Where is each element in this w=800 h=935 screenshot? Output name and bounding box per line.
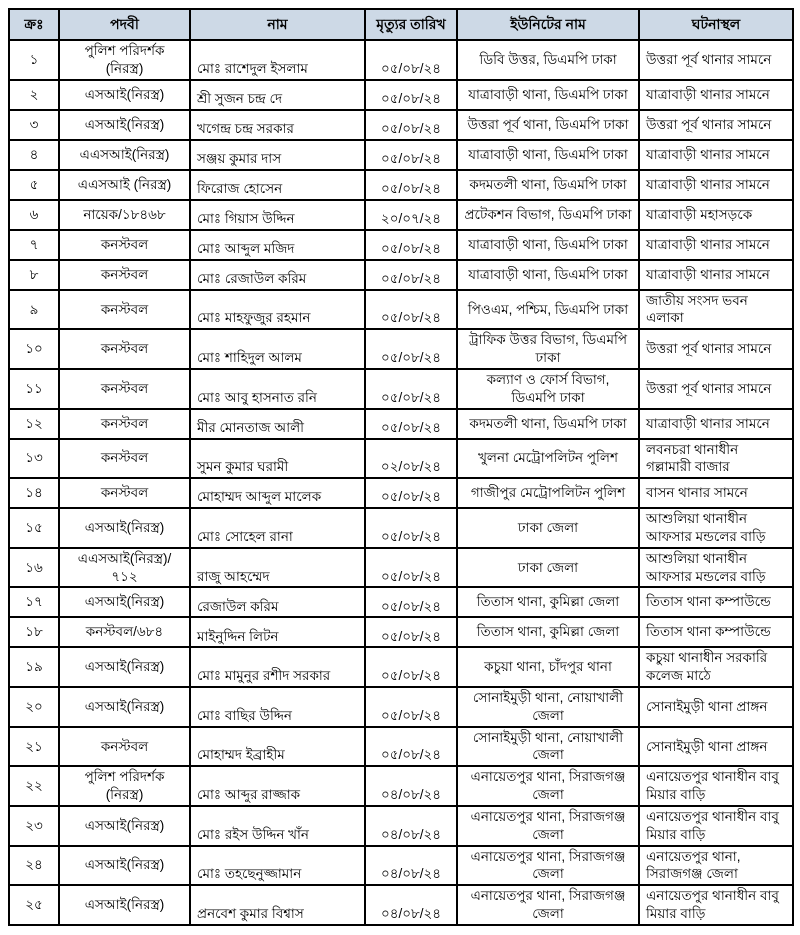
serial-cell: ১৬: [9, 548, 59, 588]
name-cell: মোঃ মাহফুজুর রহমান: [190, 290, 365, 330]
designation-cell: কনস্টবল: [59, 230, 190, 260]
table-row: [9, 110, 793, 140]
col-header-name: নাম: [190, 9, 365, 40]
death-date-cell: ০৫/০৮/২৪: [365, 478, 457, 508]
table-row: [9, 40, 793, 80]
unit-cell: যাত্রাবাড়ী থানা, ডিএমপি ঢাকা: [457, 230, 639, 260]
unit-cell: তিতাস থানা, কুমিল্লা জেলা: [457, 587, 639, 617]
designation-cell: কনস্টবল: [59, 260, 190, 290]
police-casualty-table: [8, 8, 794, 926]
name-cell: মোহাম্মদ ইব্রাহীম: [190, 727, 365, 767]
death-date-cell: ০৫/০৮/২৪: [365, 548, 457, 588]
table-row: [9, 846, 793, 886]
death-date-cell: ০৪/০৮/২৪: [365, 885, 457, 925]
table-row: [9, 508, 793, 548]
name-cell: মোঃ তহছেনুজ্জামান: [190, 846, 365, 886]
designation-cell: এএসআই(নিরস্ত্র)/৭১২: [59, 548, 190, 588]
serial-cell: ৫: [9, 170, 59, 200]
designation-cell: কনস্টবল: [59, 478, 190, 508]
death-date-cell: ০৫/০৮/২৪: [365, 80, 457, 110]
death-date-cell: ০৫/০৮/২৪: [365, 587, 457, 617]
death-date-cell: ০৫/০৮/২৪: [365, 647, 457, 687]
table-row: [9, 200, 793, 230]
table-row: [9, 766, 793, 806]
death-date-cell: ০৫/০৮/২৪: [365, 170, 457, 200]
incident-location-cell: এনায়েতপুর থানাধীন বাবু মিয়ার বাড়ি: [639, 885, 793, 925]
incident-location-cell: উত্তরা পূর্ব থানার সামনে: [639, 110, 793, 140]
incident-location-cell: এনায়েতপুর থানাধীন বাবু মিয়ার বাড়ি: [639, 806, 793, 846]
name-cell: মোঃ সোহেল রানা: [190, 508, 365, 548]
designation-cell: পুলিশ পরিদর্শক (নিরস্ত্র): [59, 766, 190, 806]
incident-location-cell: আশুলিয়া থানাধীন আফসার মন্ডলের বাড়ি: [639, 548, 793, 588]
unit-cell: খুলনা মেট্রোপলিটন পুলিশ: [457, 439, 639, 479]
name-cell: শ্রী সুজন চন্দ্র দে: [190, 80, 365, 110]
unit-cell: এনায়েতপুর থানা, সিরাজগঞ্জ জেলা: [457, 766, 639, 806]
death-date-cell: ০৫/০৮/২৪: [365, 40, 457, 80]
incident-location-cell: যাত্রাবাড়ী থানার সামনে: [639, 230, 793, 260]
unit-cell: ঢাকা জেলা: [457, 508, 639, 548]
incident-location-cell: সোনাইমুড়ী থানা প্রাঙ্গন: [639, 727, 793, 767]
designation-cell: এসআই(নিরস্ত্র): [59, 687, 190, 727]
incident-location-cell: এনায়েতপুর থানা, সিরাজগঞ্জ জেলা: [639, 846, 793, 886]
incident-location-cell: কচুয়া থানাধীন সরকারি কলেজ মাঠে: [639, 647, 793, 687]
serial-cell: ২০: [9, 687, 59, 727]
col-header-unit: ইউনিটের নাম: [457, 9, 639, 40]
serial-cell: ১৫: [9, 508, 59, 548]
designation-cell: এএসআই (নিরস্ত্র): [59, 170, 190, 200]
serial-cell: ১৭: [9, 587, 59, 617]
designation-cell: এএসআই(নিরস্ত্র): [59, 140, 190, 170]
designation-cell: কনস্টবল: [59, 439, 190, 479]
serial-cell: ৮: [9, 260, 59, 290]
serial-cell: ৭: [9, 230, 59, 260]
col-header-death-date: মৃত্যুর তারিখ: [365, 9, 457, 40]
name-cell: প্রনবেশ কুমার বিশ্বাস: [190, 885, 365, 925]
serial-cell: ১: [9, 40, 59, 80]
death-date-cell: ০৫/০৮/২৪: [365, 369, 457, 409]
unit-cell: সোনাইমুড়ী থানা, নোয়াখালী জেলা: [457, 687, 639, 727]
table-row: [9, 885, 793, 925]
name-cell: মোঃ বাছির উদ্দিন: [190, 687, 365, 727]
designation-cell: কনস্টবল: [59, 727, 190, 767]
serial-cell: ২৫: [9, 885, 59, 925]
death-date-cell: ০৪/০৮/২৪: [365, 846, 457, 886]
incident-location-cell: উত্তরা পূর্ব থানার সামনে: [639, 329, 793, 369]
unit-cell: পিওএম, পশ্চিম, ডিএমপি ঢাকা: [457, 290, 639, 330]
serial-cell: ২২: [9, 766, 59, 806]
table-row: [9, 409, 793, 439]
incident-location-cell: এনায়েতপুর থানাধীন বাবু মিয়ার বাড়ি: [639, 766, 793, 806]
unit-cell: ট্রাফিক উত্তর বিভাগ, ডিএমপি ঢাকা: [457, 329, 639, 369]
incident-location-cell: যাত্রাবাড়ী থানার সামনে: [639, 140, 793, 170]
serial-cell: ২৩: [9, 806, 59, 846]
incident-location-cell: যাত্রাবাড়ী থানার সামনে: [639, 80, 793, 110]
name-cell: মোঃ আব্দুর রাজ্জাক: [190, 766, 365, 806]
table-row: [9, 647, 793, 687]
table-row: [9, 230, 793, 260]
designation-cell: পুলিশ পরিদর্শক (নিরস্ত্র): [59, 40, 190, 80]
serial-cell: ১২: [9, 409, 59, 439]
unit-cell: এনায়েতপুর থানা, সিরাজগঞ্জ জেলা: [457, 885, 639, 925]
serial-cell: ১৩: [9, 439, 59, 479]
table-row: [9, 260, 793, 290]
name-cell: মীর মোনতাজ আলী: [190, 409, 365, 439]
table-row: [9, 587, 793, 617]
name-cell: রেজাউল করিম: [190, 587, 365, 617]
unit-cell: গাজীপুর মেট্রোপলিটন পুলিশ: [457, 478, 639, 508]
designation-cell: কনস্টবল: [59, 409, 190, 439]
incident-location-cell: তিতাস থানা কম্পাউন্ডে: [639, 617, 793, 647]
table-row: [9, 170, 793, 200]
table-row: [9, 687, 793, 727]
death-date-cell: ০৪/০৮/২৪: [365, 766, 457, 806]
incident-location-cell: যাত্রাবাড়ী থানার সামনে: [639, 170, 793, 200]
designation-cell: কনস্টবল/৬৮৪: [59, 617, 190, 647]
designation-cell: এসআই(নিরস্ত্র): [59, 846, 190, 886]
designation-cell: এসআই(নিরস্ত্র): [59, 647, 190, 687]
death-date-cell: ০৫/০৮/২৪: [365, 687, 457, 727]
incident-location-cell: জাতীয় সংসদ ভবন এলাকা: [639, 290, 793, 330]
death-date-cell: ০৫/০৮/২৪: [365, 329, 457, 369]
unit-cell: কল্যাণ ও ফোর্স বিভাগ, ডিএমপি ঢাকা: [457, 369, 639, 409]
serial-cell: ৬: [9, 200, 59, 230]
table-header-row: [9, 9, 793, 40]
designation-cell: এসআই(নিরস্ত্র): [59, 885, 190, 925]
serial-cell: ৪: [9, 140, 59, 170]
name-cell: মোঃ রইস উদ্দিন খাঁন: [190, 806, 365, 846]
incident-location-cell: যাত্রাবাড়ী থানার সামনে: [639, 260, 793, 290]
incident-location-cell: তিতাস থানা কম্পাউন্ডে: [639, 587, 793, 617]
name-cell: মোহাম্মদ আব্দুল মালেক: [190, 478, 365, 508]
designation-cell: এসআই(নিরস্ত্র): [59, 508, 190, 548]
death-date-cell: ০৫/০৮/২৪: [365, 617, 457, 647]
unit-cell: এনায়েতপুর থানা, সিরাজগঞ্জ জেলা: [457, 806, 639, 846]
table-row: [9, 548, 793, 588]
name-cell: মোঃ শাহিদুল আলম: [190, 329, 365, 369]
incident-location-cell: যাত্রাবাড়ী মহাসড়কে: [639, 200, 793, 230]
incident-location-cell: উত্তরা পূর্ব থানার সামনে: [639, 369, 793, 409]
designation-cell: এসআই(নিরস্ত্র): [59, 806, 190, 846]
name-cell: মোঃ আবু হাসনাত রনি: [190, 369, 365, 409]
death-date-cell: ০২/০৮/২৪: [365, 439, 457, 479]
incident-location-cell: লবনচরা থানাধীন গল্লামারী বাজার: [639, 439, 793, 479]
table-row: [9, 806, 793, 846]
incident-location-cell: সোনাইমুড়ী থানা প্রাঙ্গন: [639, 687, 793, 727]
incident-location-cell: বাসন থানার সামনে: [639, 478, 793, 508]
death-date-cell: ০৪/০৮/২৪: [365, 806, 457, 846]
death-date-cell: ০৫/০৮/২৪: [365, 727, 457, 767]
incident-location-cell: যাত্রাবাড়ী থানার সামনে: [639, 409, 793, 439]
name-cell: মোঃ গিয়াস উদ্দিন: [190, 200, 365, 230]
table-row: [9, 80, 793, 110]
unit-cell: এনায়েতপুর থানা, সিরাজগঞ্জ জেলা: [457, 846, 639, 886]
death-date-cell: ০৫/০৮/২৪: [365, 110, 457, 140]
table-row: [9, 439, 793, 479]
col-header-serial: ক্রঃ: [9, 9, 59, 40]
death-date-cell: ০৫/০৮/২৪: [365, 140, 457, 170]
designation-cell: এসআই(নিরস্ত্র): [59, 80, 190, 110]
designation-cell: কনস্টবল: [59, 369, 190, 409]
name-cell: মোঃ মামুনুর রশীদ সরকার: [190, 647, 365, 687]
name-cell: মোঃ আব্দুল মজিদ: [190, 230, 365, 260]
unit-cell: কচুয়া থানা, চাঁদপুর থানা: [457, 647, 639, 687]
col-header-location: ঘটনাস্থল: [639, 9, 793, 40]
unit-cell: সোনাইমুড়ী থানা, নোয়াখালী জেলা: [457, 727, 639, 767]
table-row: [9, 329, 793, 369]
unit-cell: কদমতলী থানা, ডিএমপি ঢাকা: [457, 170, 639, 200]
death-date-cell: ০৫/০৮/২৪: [365, 508, 457, 548]
designation-cell: কনস্টবল: [59, 329, 190, 369]
serial-cell: ৯: [9, 290, 59, 330]
designation-cell: এসআই(নিরস্ত্র): [59, 110, 190, 140]
designation-cell: নায়েক/১৮৪৬৮: [59, 200, 190, 230]
document-page: [8, 8, 792, 926]
death-date-cell: ০৫/০৮/২৪: [365, 230, 457, 260]
unit-cell: তিতাস থানা, কুমিল্লা জেলা: [457, 617, 639, 647]
unit-cell: উত্তরা পূর্ব থানা, ডিএমপি ঢাকা: [457, 110, 639, 140]
serial-cell: ১১: [9, 369, 59, 409]
unit-cell: কদমতলী থানা, ডিএমপি ঢাকা: [457, 409, 639, 439]
table-row: [9, 727, 793, 767]
serial-cell: ২: [9, 80, 59, 110]
name-cell: খগেন্দ্র চন্দ্র সরকার: [190, 110, 365, 140]
name-cell: সঞ্জয় কুমার দাস: [190, 140, 365, 170]
death-date-cell: ০৫/০৮/২৪: [365, 409, 457, 439]
serial-cell: ৩: [9, 110, 59, 140]
unit-cell: ঢাকা জেলা: [457, 548, 639, 588]
designation-cell: কনস্টবল: [59, 290, 190, 330]
table-row: [9, 140, 793, 170]
death-date-cell: ২০/০৭/২৪: [365, 200, 457, 230]
table-row: [9, 478, 793, 508]
serial-cell: ১০: [9, 329, 59, 369]
name-cell: মোঃ রাশেদুল ইসলাম: [190, 40, 365, 80]
name-cell: সুমন কুমার ঘরামী: [190, 439, 365, 479]
name-cell: মোঃ রেজাউল করিম: [190, 260, 365, 290]
serial-cell: ১৯: [9, 647, 59, 687]
death-date-cell: ০৫/০৮/২৪: [365, 290, 457, 330]
serial-cell: ২৪: [9, 846, 59, 886]
designation-cell: এসআই(নিরস্ত্র): [59, 587, 190, 617]
name-cell: ফিরোজ হোসেন: [190, 170, 365, 200]
serial-cell: ২১: [9, 727, 59, 767]
table-row: [9, 290, 793, 330]
table-row: [9, 369, 793, 409]
death-date-cell: ০৫/০৮/২৪: [365, 260, 457, 290]
serial-cell: ১৮: [9, 617, 59, 647]
incident-location-cell: উত্তরা পূর্ব থানার সামনে: [639, 40, 793, 80]
name-cell: মাইনুদ্দিন লিটন: [190, 617, 365, 647]
unit-cell: যাত্রাবাড়ী থানা, ডিএমপি ঢাকা: [457, 140, 639, 170]
unit-cell: যাত্রাবাড়ী থানা, ডিএমপি ঢাকা: [457, 260, 639, 290]
unit-cell: ডিবি উত্তর, ডিএমপি ঢাকা: [457, 40, 639, 80]
incident-location-cell: আশুলিয়া থানাধীন আফসার মন্ডলের বাড়ি: [639, 508, 793, 548]
col-header-designation: পদবী: [59, 9, 190, 40]
table-row: [9, 617, 793, 647]
serial-cell: ১৪: [9, 478, 59, 508]
name-cell: রাজু আহম্মেদ: [190, 548, 365, 588]
unit-cell: যাত্রাবাড়ী থানা, ডিএমপি ঢাকা: [457, 80, 639, 110]
unit-cell: প্রটেকশন বিভাগ, ডিএমপি ঢাকা: [457, 200, 639, 230]
